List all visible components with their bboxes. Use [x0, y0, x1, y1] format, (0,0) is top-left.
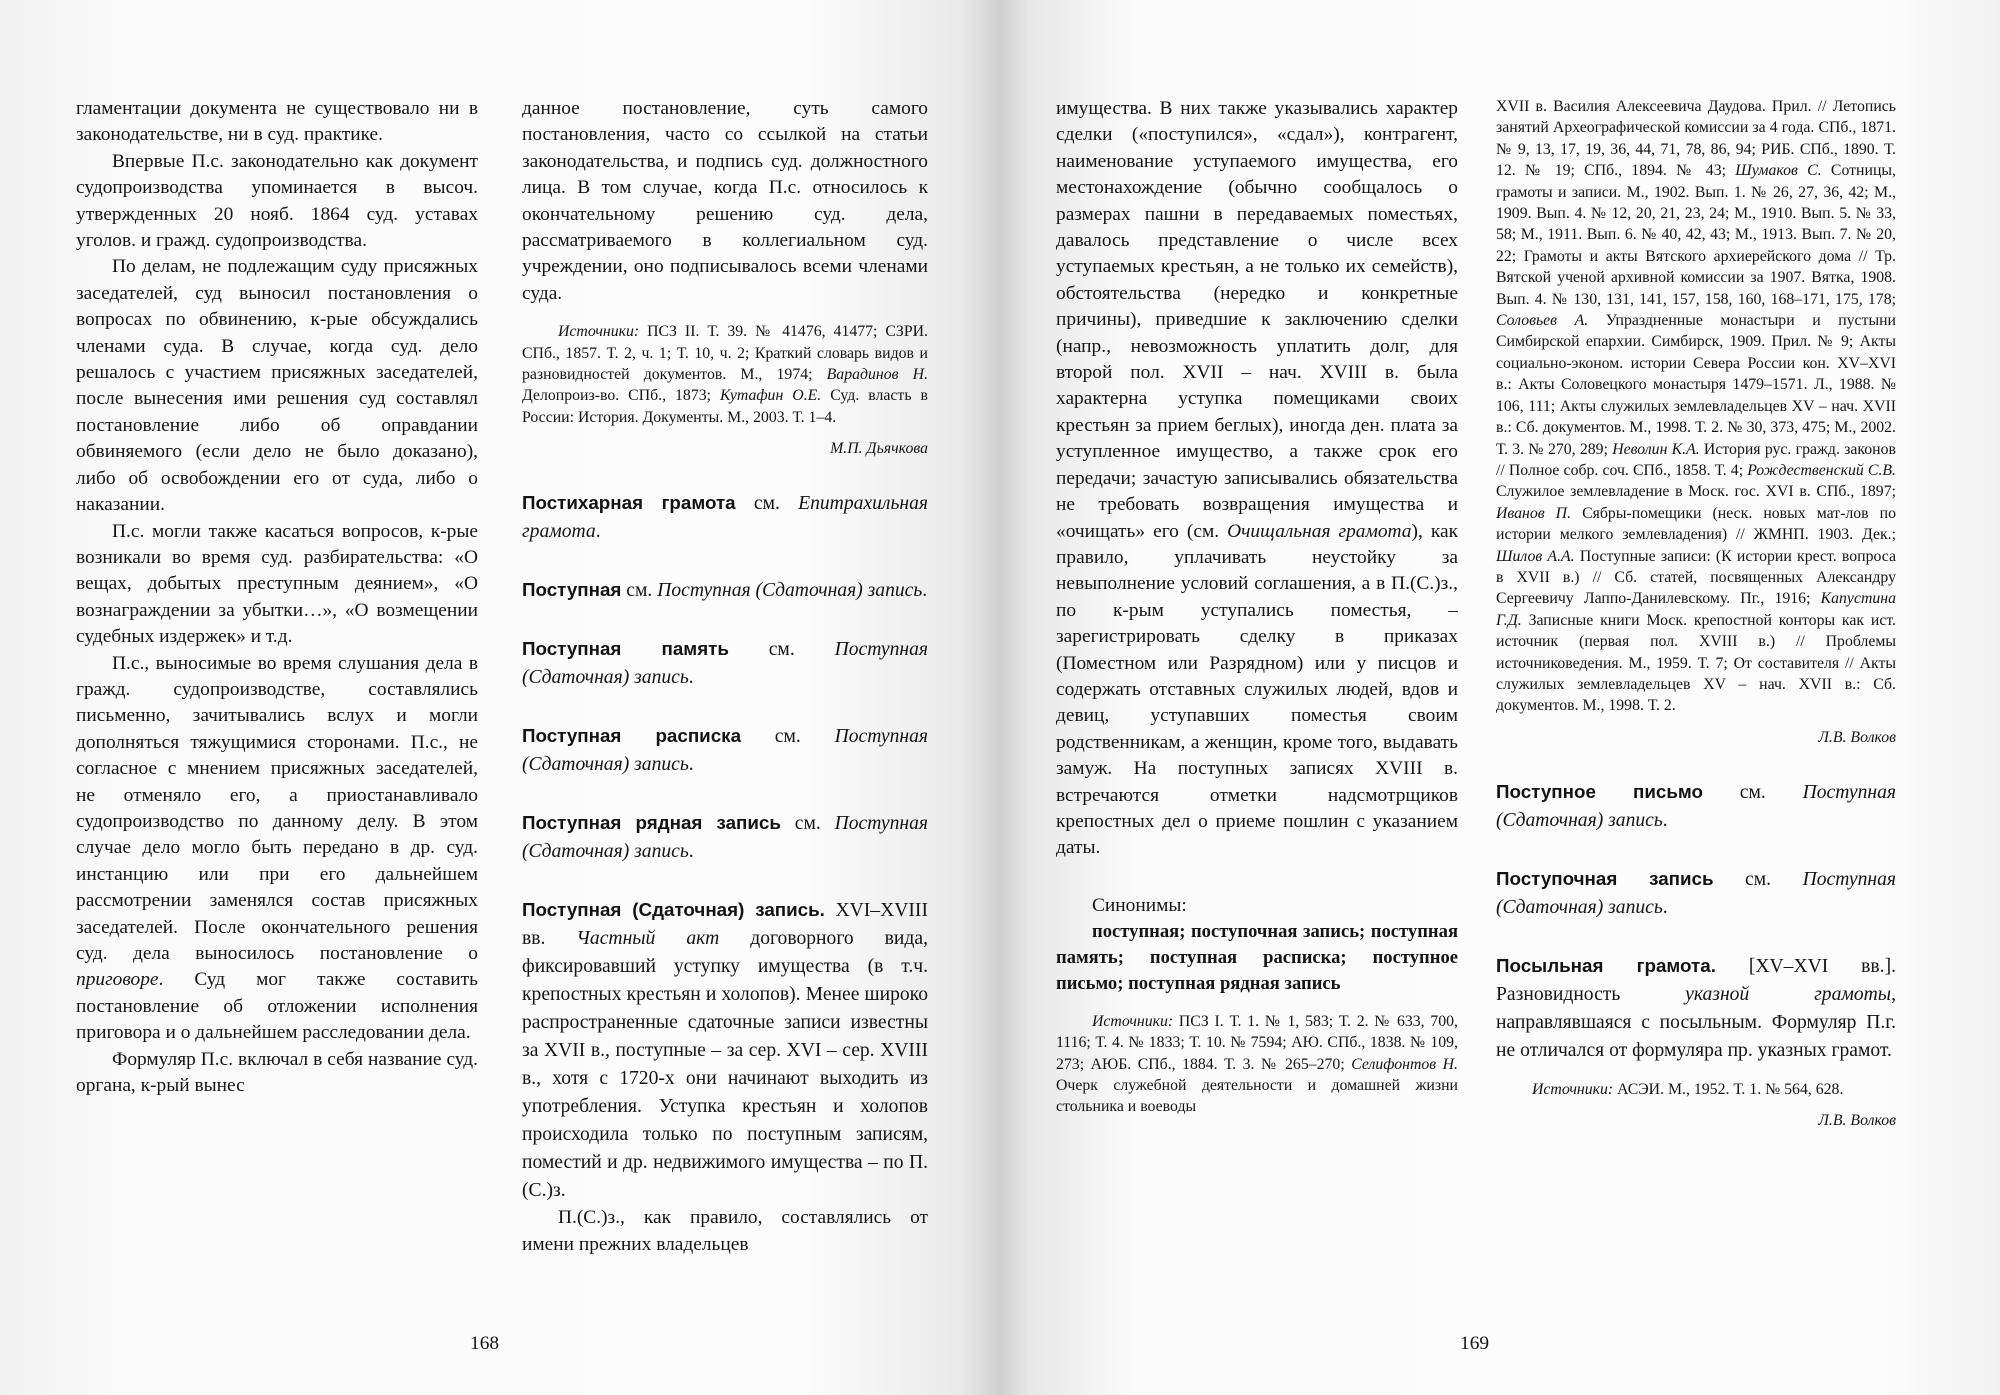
author-signature: Л.В. Волков	[1818, 1112, 1896, 1130]
paragraph: П.с. могли также касаться вопросов, к-рые возникали во время суд. разбирательства: «О вещах, добытых преступным деянием», «О вознаграждении за убытки…», «О возмещении судебных издержек» и т.д.	[76, 520, 478, 648]
paragraph: Впервые П.с. законодательно как документ судопроизводства упоминается в высоч. утвержденных 20 нояб. 1864 суд. уставах уголов. и гражд. судопроизводства.	[76, 150, 478, 252]
paragraph: данное постановление, суть самого постановления, часто со ссылкой на статьи законодательства, и подпись суд. должностного лица. В том случае, когда П.с. относилось к окончательному решению суд. дела, рассматриваемого в коллегиальном суд. учреждении, оно подписывалось всеми членами суда.	[522, 98, 928, 304]
paragraph: гламентации документа не существовало ни в законодательстве, ни в суд. практике.	[76, 98, 478, 146]
cross-reference-link: Очищальная грамота	[1227, 520, 1412, 542]
column-right-1	[1056, 96, 1458, 1118]
paragraph: По делам, не подлежащим суду присяжных заседателей, суд выносил постановления о вопросах по обвинению, к-рые обсуждались членами суда. В случае, когда суд. дело решалось с участием присяжных заседателей, после вынесения ими решения суд составлял постановление либо об оправдании обвиняемого (если дело не было доказано), либо об освобождении его от суда, либо о наказании.	[76, 256, 478, 516]
page-169	[1000, 0, 2000, 1395]
entry-posylnaya-gramota: Посыльная грамота. [XV–XVI вв.]. Разновидность указной грамоты, направлявшаяся с посыльным. Формуляр П.г. не отличался от формуляра пр. указных грамот.	[1496, 954, 1897, 1061]
column-right-2	[1496, 96, 1896, 1131]
author-signature: М.П. Дьячкова	[830, 440, 928, 458]
sources-continued: XVII в. Василия Алексеевича Даудова. Прил. // Летопись занятий Археографической комиссии за 4 года. СПб., 1871. № 9, 13, 17, 19, 36, 44, 71, 78, 86, 94; РИБ. СПб., 1890. Т. 12. № 19; СПб., 1894. № 43; Шумаков С. Сотницы, грамоты и записи. М., 1902. Вып. 1. № 26, 27, 36, 42; М., 1909. Вып. 4. № 12, 20, 21, 23, 24; М., 1910. Вып. 5. № 33, 58; М., 1911. Вып. 6. № 40, 42, 43; М., 1913. Вып. 7. № 20, 22; Грамоты и акты Вятского архиерейского дома // Тр. Вятской ученой архивной комиссии за 1907. Вятка, 1908. Вып. 4. № 130, 131, 141, 157, 158, 160, 168–171, 175, 178; Соловьев А. Упраздненные монастыри и пустыни Симбирской епархии. Симбирск, 1909. Прил. № 9; Акты социально-эконом. истории Севера России кон. XV–XVI в.: Акты Соловецкого монастыря 1479–1571. Л., 1988. № 106, 111; Акты служилых землевладельцев XV – нач. XVII в.: Сб. документов. М., 1998. Т. 2. № 30, 373, 475; М., 2002. Т. 3. № 270, 289; Неволин К.А. История рус. гражд. законов // Полное собр. соч. СПб., 1858. Т. 4; Рождественский С.В. Служилое землевладение в Моск. гос. XVI в. СПб., 1897; Иванов П. Сябры-помещики (неск. новых мат-лов по истории мелкого землевладения) // ЖМНП. 1903. Дек.; Шилов А.А. Поступные записи: (К истории крест. вопроса в XVII в.) // Сб. статей, посвященных Александру Сергеевичу Лаппо-Данилевскому. Пг., 1916; Капустина Г.Д. Записные книги Моск. крепостной конторы как ист. источник (первая пол. XVIII в.) // Проблемы источниковедения. М., 1959. Т. 7; От составителя // Акты служилых землевладельцев XV – нач. XVII в.: Сб. документов. М., 1998. Т. 2.	[1496, 98, 1896, 715]
entry-postikharnaya: Постихарная грамота см. Епитрахильная грамота.	[522, 492, 928, 543]
page-number: 168	[470, 1333, 500, 1354]
entry-postupochnaya-zapis: Поступочная запись см. Поступная (Сдаточная) запись.	[1496, 867, 1896, 918]
entry-postupnaya-pamyat: Поступная память см. Поступная (Сдаточная) запись.	[522, 638, 928, 689]
entry-postupnaya-sdatochnaya: Поступная (Сдаточная) запись. XVI–XVIII вв. Частный акт договорного вида, фиксировавший уступку имущества (в т.ч. крепостных крестьян и холопов). Менее широко распространенные сдаточные записи известны за XVII в., поступные – за сер. XVI – сер. XVIII в., хотя с 1720-х они начинают выходить из употребления. Уступка крестьян и холопов происходила только по поступным записям, поместий и др. недвижимого имущества – по П.(С.)з.	[522, 899, 928, 1202]
entry-postupnoe-pismo: Поступное письмо см. Поступная (Сдаточная) запись.	[1496, 780, 1896, 831]
synonyms-label: Синонимы:	[1092, 894, 1187, 916]
column-left-1	[76, 96, 478, 1099]
paragraph: П.(С.)з., как правило, составлялись от имени прежних владельцев	[522, 1207, 928, 1255]
paragraph: имущества. В них также указывались характер сделки («поступился», «сдал»), контрагент, наименование уступаемого имущества, его местонахождение (обычно сообщалось о размерах пашни в передаваемых поместьях, давалось представление о числе всех уступаемых крестьян, а не только их семейств), обстоятельства (нередко и конкретные причины), приведшие к заключению сделки (напр., невозможность уплатить долг, для второй пол. XVII – нач. XVIII в. была характерна уступка помещиками своих крестьян за прием беглых), иногда ден. плата за уступленное имущество, а также срок его передачи; зачастую записывались обязательства не требовать возвращения имущества и «очищать» его (см. Очищальная грамота), как правило, уплачивать неустойку за невыполнение условий соглашения, а в П.(С.)з., по к-рым уступались поместья, – зарегистрировать сделку в приказах (Поместном или Разрядном) или у писцов и содержать отставных служилых людей, вдов и девиц, уступавших поместья своим родственникам, а женщин, кроме того, выдавать замуж. На поступных записях XVIII в. встречаются отметки надсмотрщиков крепостных дел о приеме пошлин с указанием даты.	[1056, 98, 1458, 859]
sources: Источники: АСЭИ. М., 1952. Т. 1. № 564, 628.	[1532, 1080, 1844, 1098]
entry-postupnaya: Поступная см. Поступная (Сдаточная) запись.	[522, 579, 928, 602]
sources: Источники: ПСЗ II. Т. 39. № 41476, 41477; СЗРИ. СПб., 1857. Т. 2, ч. 1; Т. 10, ч. 2; Краткий словарь видов и разновидностей документов. М., 1974; Варадинов Н. Делопроиз-во. СПб., 1873; Кутафин О.Е. Суд. власть в России: История. Документы. М., 2003. Т. 1–4.	[522, 323, 928, 426]
sources: Источники: ПСЗ I. Т. 1. № 1, 583; Т. 2. № 633, 700, 1116; Т. 4. № 1833; Т. 10. № 7594; АЮ. СПб., 1838. № 109, 273; АЮБ. СПб., 1884. Т. 3. № 265–270; Селифонтов Н. Очерк служебной деятельности и домашней жизни стольника и воеводы	[1056, 1012, 1458, 1116]
cross-reference-link: приговоре	[76, 969, 159, 991]
page-number: 169	[1460, 1333, 1490, 1354]
column-left-2	[522, 96, 928, 1258]
entry-postupnaya-ryadnaya: Поступная рядная запись см. Поступная (Сдаточная) запись.	[522, 812, 928, 863]
synonyms-list: поступная; поступочная запись; поступная память; поступная расписка; поступное письмо; поступная рядная запись	[1056, 920, 1458, 994]
author-signature: Л.В. Волков	[1818, 728, 1896, 746]
entry-postupnaya-raspiska: Поступная расписка см. Поступная (Сдаточная) запись.	[522, 725, 928, 776]
paragraph: Формуляр П.с. включал в себя название суд. органа, к-рый вынес	[76, 1048, 478, 1097]
paragraph: П.с., выносимые во время слушания дела в гражд. судопроизводстве, составлялись письменно, зачитывались вслух и могли дополняться тяжущимися сторонами. П.с., не согласное с мнением присяжных заседателей, не отменяло его, а приостанавливало судопроизводство по данному делу. В этом случае дело могло быть передано в др. суд. инстанцию или при его дальнейшем рассмотрении заменялся состав присяжных заседателей. После окончательного решения суд. дела выносилось постановление о приговоре. Суд мог также составить постановление об отложении исполнения приговора и о дальнейшем расследовании дела.	[76, 652, 478, 1044]
